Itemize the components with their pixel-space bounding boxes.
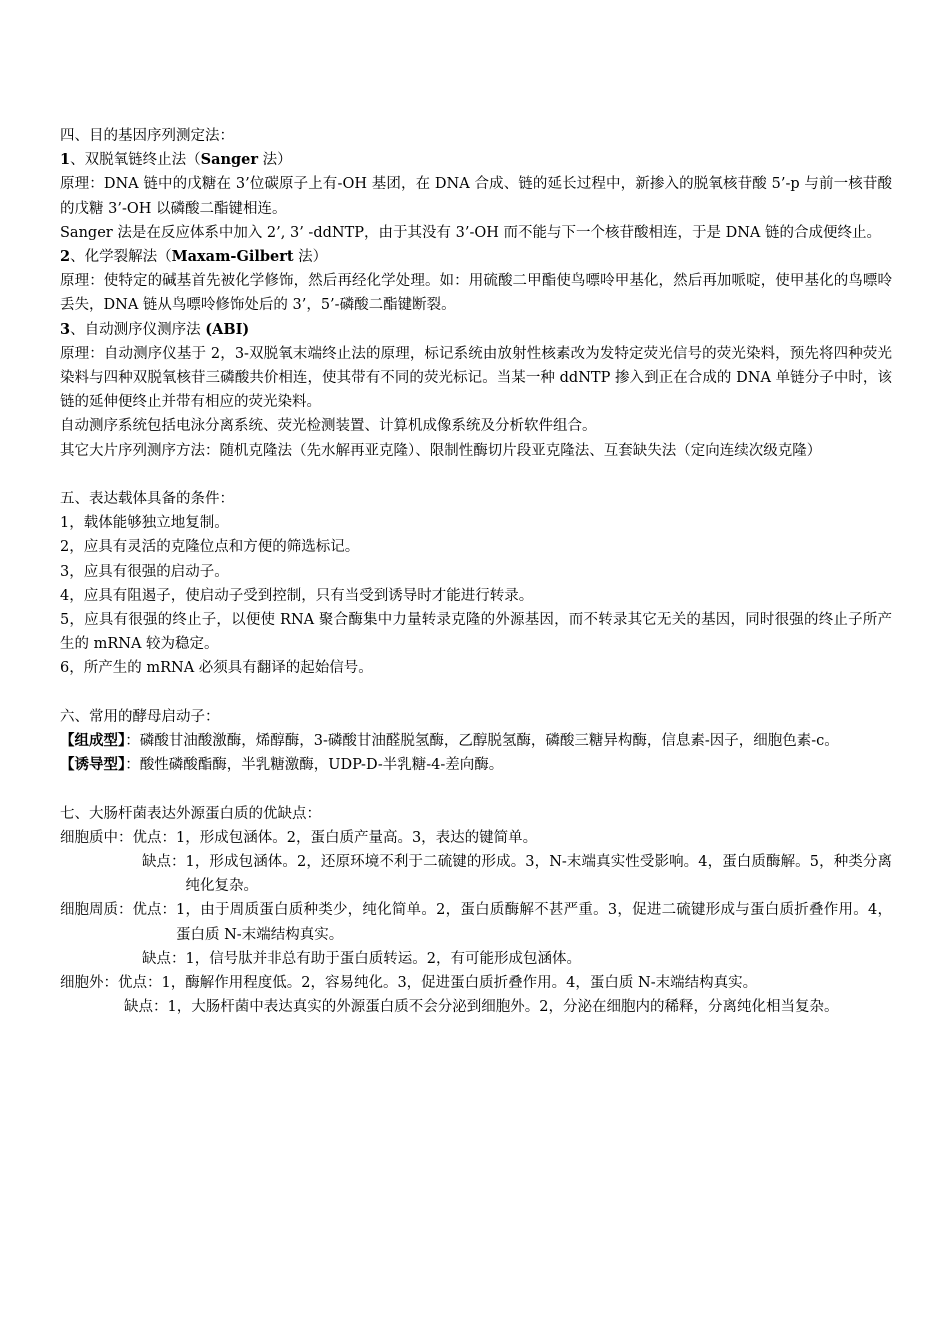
periplasm-disadvantages: 缺点： 1，信号肽并非总有助于蛋白质转运。2，有可能形成包涵体。 xyxy=(142,950,581,967)
extracellular-disadvantages: 缺点： 1，大肠杆菌中表达真实的外源蛋白质不会分泌到细胞外。2，分泌在细胞内的稀释，分离纯化相当复杂。 xyxy=(124,999,839,1016)
cytoplasm-advantages: 细胞质中：优点： 1，形成包涵体。2，蛋白质产量高。3，表达的键简单。 xyxy=(60,829,538,846)
section-5-title: 五、表达载体具备的条件： xyxy=(60,491,234,508)
other-methods: 其它大片序列测序方法：随机克隆法（先水解再亚克隆）、限制性酶切片段亚克隆法、互套缺失法（定向连续次级克隆） xyxy=(60,442,822,459)
extracellular-advantages: 细胞外：优点： 1，酶解作用程度低。2，容易纯化。3，促进蛋白质折叠作用。4，蛋白质 N-末端结构真实。 xyxy=(60,975,758,992)
method-1-heading: 1、双脱氧链终止法（Sanger 法） xyxy=(60,151,292,169)
spacer xyxy=(60,463,892,487)
method-1-principle: 原理：DNA 链中的戊糖在 3’位碳原子上有-OH 基团，在 DNA 合成、链的延长过程中，新掺入的脱氧核苷酸 5’-p 与前一核苷酸的戊糖 3’-OH 以磷酸二酯键相连。 xyxy=(60,176,892,217)
method-2-heading: 2、化学裂解法（Maxam-Gilbert 法） xyxy=(60,248,328,266)
method-2-principle: 原理：使特定的碱基首先被化学修饰，然后再经化学处理。如：用硫酸二甲酯使鸟嘌呤甲基化，然后再加哌啶，使甲基化的鸟嘌呤丢失，DNA 链从鸟嘌呤修饰处后的 3’，5’-磷酸二酯键断裂。 xyxy=(60,273,892,314)
method-3-principle: 原理：自动测序仪基于 2，3-双脱氧末端终止法的原理，标记系统由放射性核素改为发特定荧光信号的荧光染料，预先将四种荧光染料与四种双脱氧核苷三磷酸共价相连，使其带有不同的荧光标记。当某一种 ddNTP 掺入到正在合成的 DNA 单链分子中时，该链的延伸便终止并带有相应的荧光染料。 xyxy=(60,345,892,411)
periplasm-advantages: 细胞周质：优点： 1，由于周质蛋白质种类少，纯化简单。2，蛋白质酶解不甚严重。3，促进二硫键形成与蛋白质折叠作用。4，蛋白质 N-末端结构真实。 xyxy=(60,902,892,943)
section-7-title: 七、大肠杆菌表达外源蛋白质的优缺点： xyxy=(60,805,321,822)
spacer xyxy=(60,681,892,705)
method-1-detail: Sanger 法是在反应体系中加入 2’, 3’ -ddNTP，由于其没有 3’-OH 而不能与下一个核苷酸相连，于是 DNA 链的合成便终止。 xyxy=(60,224,881,241)
list-item: 3，应具有很强的启动子。 xyxy=(60,563,229,580)
section-6-title: 六、常用的酵母启动子： xyxy=(60,708,220,725)
list-item: 4，应具有阻遏子，使启动子受到控制，只有当受到诱导时才能进行转录。 xyxy=(60,587,534,604)
section-4-title: 四、目的基因序列测定法： xyxy=(60,128,234,144)
list-item: 5，应具有很强的终止子，以便使 RNA 聚合酶集中力量转录克隆的外源基因，而不转录其它无关的基因，同时很强的终止子所产生的 mRNA 较为稳定。 xyxy=(60,612,892,653)
spacer xyxy=(60,777,892,801)
document-page xyxy=(60,124,892,1019)
inducible-promoters: 【诱导型】：酸性磷酸酯酶，半乳糖激酶，UDP-D-半乳糖-4-差向酶。 xyxy=(60,756,504,774)
list-item: 2，应具有灵活的克隆位点和方便的筛选标记。 xyxy=(60,539,360,556)
method-3-system: 自动测序系统包括电泳分离系统、荧光检测装置、计算机成像系统及分析软件组合。 xyxy=(60,418,597,435)
method-3-heading: 3、自动测序仪测序法 (ABI) xyxy=(60,320,250,338)
constitutive-promoters: 【组成型】：磷酸甘油酸激酶，烯醇酶，3-磷酸甘油醛脱氢酶，乙醇脱氢酶，磷酸三糖异构酶，信息素-因子，细胞色素-c。 xyxy=(60,732,839,750)
list-item: 1，载体能够独立地复制。 xyxy=(60,515,229,532)
cytoplasm-disadvantages: 缺点： 1，形成包涵体。2，还原环境不利于二硫键的形成。3，N-末端真实性受影响。4，蛋白质酶解。5，种类分离纯化复杂。 xyxy=(142,854,892,895)
list-item: 6，所产生的 mRNA 必须具有翻译的起始信号。 xyxy=(60,660,373,677)
